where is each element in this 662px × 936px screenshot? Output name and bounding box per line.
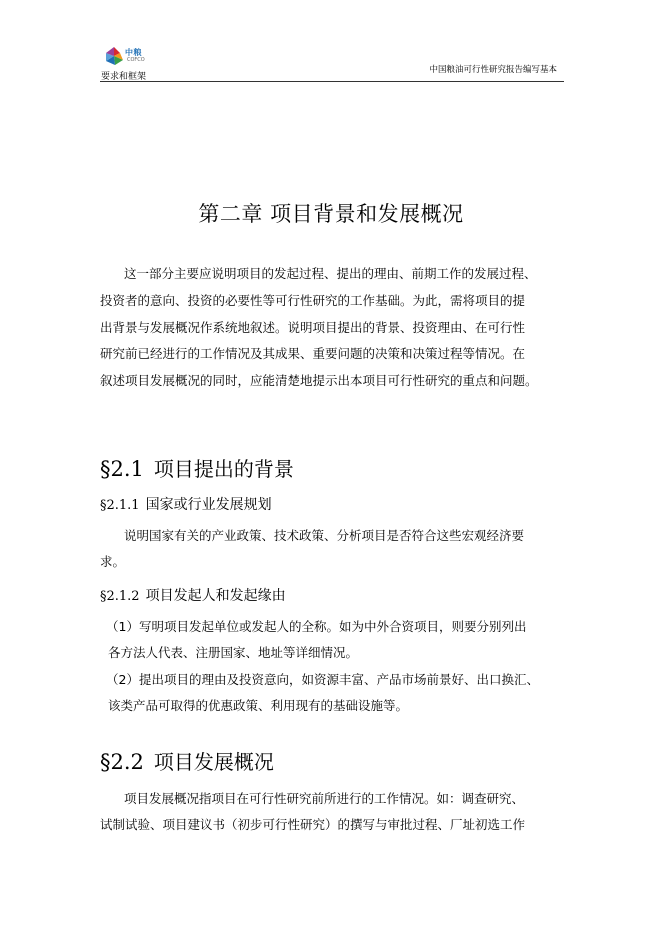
section-2-1-2-line-3: （2）提出项目的理由及投资意向，如资源丰富、产品市场前景好、出口换汇、 xyxy=(106,672,539,687)
cofco-logo-icon xyxy=(103,46,125,66)
section-2-1-2-heading xyxy=(100,585,286,605)
intro-line-1: 这一部分主要应说明项目的发起过程、提出的理由、前期工作的发展过程、 xyxy=(124,266,537,281)
intro-line-5: 叙述项目发展概况的同时，应能清楚地提示出本项目可行性研究的重点和问题。 xyxy=(100,373,538,388)
intro-line-3: 出背景与发展概况作系统地叙述。说明项目提出的背景、投资理由、在可行性 xyxy=(100,320,526,335)
section-2-2-line-1: 项目发展概况指项目在可行性研究前所进行的工作情况。如：调查研究、 xyxy=(124,791,525,806)
section-2-1-2-line-1: （1）写明项目发起单位或发起人的全称。如为中外合资项目，则要分别列出 xyxy=(106,619,527,634)
section-2-1-title: 项目提出的背景 xyxy=(153,457,294,481)
section-2-2-number: §2.2 xyxy=(100,750,144,774)
header-right-title: 中国粮油可行性研究报告编写基本 xyxy=(429,65,557,75)
header-left-title: 要求和框架 xyxy=(101,72,147,82)
section-2-1-2-line-4: 该类产品可取得的优惠政策、利用现有的基础设施等。 xyxy=(108,698,409,713)
logo-name-en: COFCO xyxy=(127,57,145,63)
section-2-1-1-title: 国家或行业发展规划 xyxy=(145,497,272,513)
section-2-1-1-line-1: 说明国家有关的产业政策、技术政策、分析项目是否符合这些宏观经济要 xyxy=(124,528,525,543)
section-2-1-heading xyxy=(100,453,294,482)
section-2-2-line-2: 试制试验、项目建议书（初步可行性研究）的撰写与审批过程、厂址初选工作 xyxy=(100,817,526,832)
chapter-title: 第二章 项目背景和发展概况 xyxy=(198,202,464,226)
section-2-1-1-heading xyxy=(100,494,272,514)
section-2-1-1-line-2: 求。 xyxy=(100,554,126,569)
section-2-2-title: 项目发展概况 xyxy=(153,750,274,774)
section-2-1-2-number: §2.1.2 xyxy=(100,589,140,604)
intro-line-2: 投资者的意向、投资的必要性等可行性研究的工作基础。为此，需将项目的提 xyxy=(100,293,526,308)
intro-line-4: 研究前已经进行的工作情况及其成果、重要问题的决策和决策过程等情况。在 xyxy=(100,346,526,361)
section-2-1-2-title: 项目发起人和发起缘由 xyxy=(145,588,286,604)
section-2-2-heading xyxy=(100,746,274,775)
section-2-1-1-number: §2.1.1 xyxy=(100,498,140,513)
logo-name-cn: 中粮 xyxy=(125,48,142,57)
section-2-1-number: §2.1 xyxy=(100,457,144,481)
header-divider xyxy=(100,81,564,82)
section-2-1-2-line-2: 各方法人代表、注册国家、地址等详细情况。 xyxy=(108,645,359,660)
